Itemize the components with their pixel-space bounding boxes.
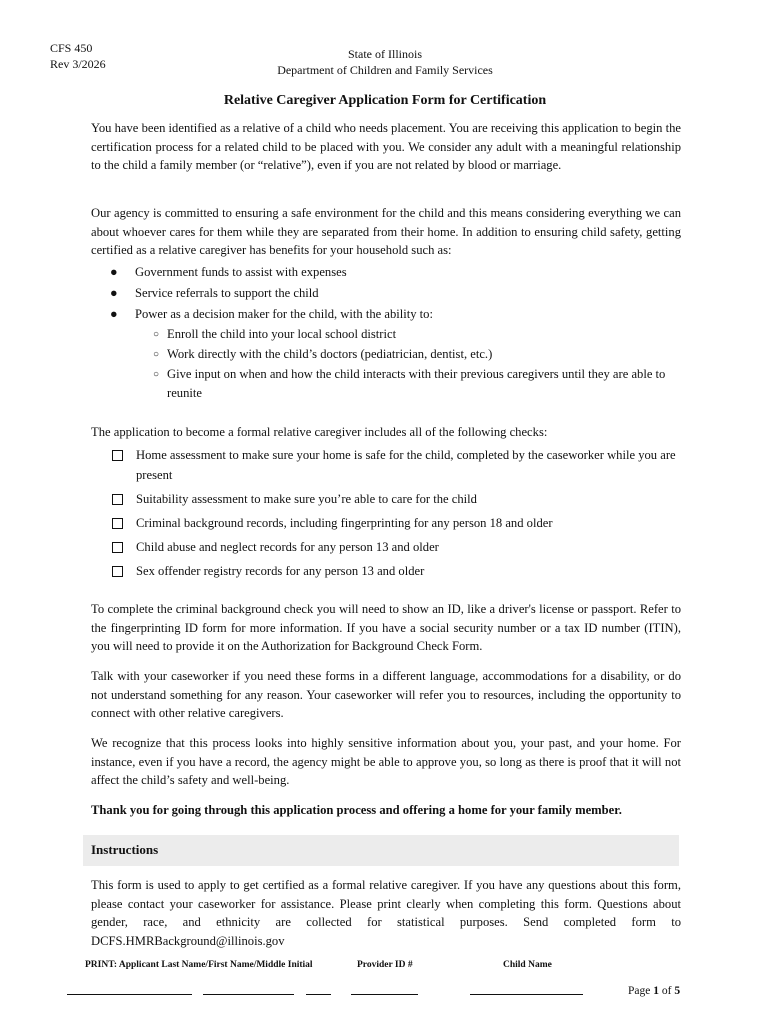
circle-bullet-icon: ○ — [153, 329, 160, 340]
check-item: Home assessment to make sure your home is safe for the child, completed by the caseworker while you are present — [110, 446, 690, 485]
benefits-list — [110, 262, 690, 404]
page-title: Relative Caregiver Application Form for Certification — [223, 93, 547, 108]
checkbox-icon — [112, 450, 123, 461]
thank-you-note: Thank you for going through this application process and offering a home for your family member. — [91, 803, 622, 817]
bullet-icon: ● — [110, 265, 118, 279]
checks-intro: The application to become a formal relative caregiver includes all of the following checks: — [91, 425, 548, 439]
first-name-field[interactable] — [203, 994, 294, 995]
checks-list — [110, 446, 690, 586]
list-item: ○ Enroll the child into your local school district — [110, 325, 690, 345]
check-item: Criminal background records, including fingerprinting for any person 18 and older — [110, 514, 690, 534]
circle-bullet-icon: ○ — [153, 368, 160, 380]
provider-id-label: Provider ID # — [357, 960, 413, 970]
check-item: Sex offender registry records for any person 13 and older — [110, 562, 690, 582]
list-item: ● Government funds to assist with expenses — [110, 262, 690, 283]
circle-bullet-icon: ○ — [153, 348, 160, 360]
bullet-icon: ● — [110, 286, 118, 300]
background-check-paragraph: To complete the criminal background check you will need to show an ID, like a driver's license or passport. Refer to the fingerprinting ID form for more information. If you have a social security number or a tax ID number (ITIN), you will need to provide it on the Authorization for Background Check Form. — [91, 602, 681, 654]
checkbox-icon — [112, 518, 123, 529]
list-item: ● Power as a decision maker for the child, with the ability to: — [110, 304, 690, 325]
check-item: Suitability assessment to make sure you’re able to care for the child — [110, 490, 690, 510]
check-item: Child abuse and neglect records for any person 13 and older — [110, 538, 690, 558]
middle-initial-field[interactable] — [306, 994, 331, 995]
commitment-paragraph: Our agency is committed to ensuring a safe environment for the child and this means considering everything we can about whoever cares for them while they are separated from their home. In addition to ensuring child safety, getting certified as a relative caregiver has benefits for your household such as: — [91, 206, 681, 258]
department-name: Department of Children and Family Services — [277, 63, 493, 77]
page-number: Page 1 of 5 — [628, 985, 681, 997]
list-item: ○ Work directly with the child’s doctors (pediatrician, dentist, etc.) — [110, 345, 690, 365]
checkbox-icon — [112, 542, 123, 553]
instructions-header-bar — [83, 835, 679, 866]
instructions-paragraph: This form is used to apply to get certified as a formal relative caregiver. If you have any questions about this form, please contact your caseworker for assistance. Please print clearly when completing this form. Questions about gender, race, and ethnicity are collected for statistical purposes. Send completed form to DCFS.HMRBackground@illinois.gov — [91, 878, 681, 948]
bullet-icon: ● — [110, 307, 118, 321]
caseworker-paragraph: Talk with your caseworker if you need these forms in a different language, accommodations for a disability, or do not understand something for any reason. Your caseworker will refer you to resources, including the opportunity to connect with other relative caregivers. — [91, 669, 681, 721]
provider-id-field[interactable] — [351, 994, 418, 995]
form-revision: Rev 3/2026 — [50, 57, 106, 71]
list-item: ○ Give input on when and how the child interacts with their previous caregivers until they are able to reunite — [153, 366, 666, 401]
sensitive-info-paragraph: We recognize that this process looks into highly sensitive information about you, your past, and your home. For instance, even if you have a record, the agency might be able to approve you, so long as there is proof that it will not affect the child’s safety and well-being. — [91, 736, 681, 788]
applicant-name-label: PRINT: Applicant Last Name/First Name/Middle Initial — [85, 960, 313, 970]
checkbox-icon — [112, 494, 123, 505]
instructions-heading: Instructions — [91, 842, 159, 857]
child-name-label: Child Name — [503, 960, 552, 970]
checkbox-icon — [112, 566, 123, 577]
last-name-field[interactable] — [67, 994, 192, 995]
state-name: State of Illinois — [348, 47, 422, 61]
intro-paragraph: You have been identified as a relative of a child who needs placement. You are receiving this application to begin the certification process for a related child to be placed with you. We consider any adult with a meaningful relationship to the child a family member (or “relative”), even if you are not related by blood or marriage. — [91, 121, 681, 173]
form-number: CFS 450 — [50, 41, 93, 55]
agency-header — [0, 46, 770, 78]
list-item: ● Service referrals to support the child — [110, 283, 690, 304]
child-name-field[interactable] — [470, 994, 583, 995]
